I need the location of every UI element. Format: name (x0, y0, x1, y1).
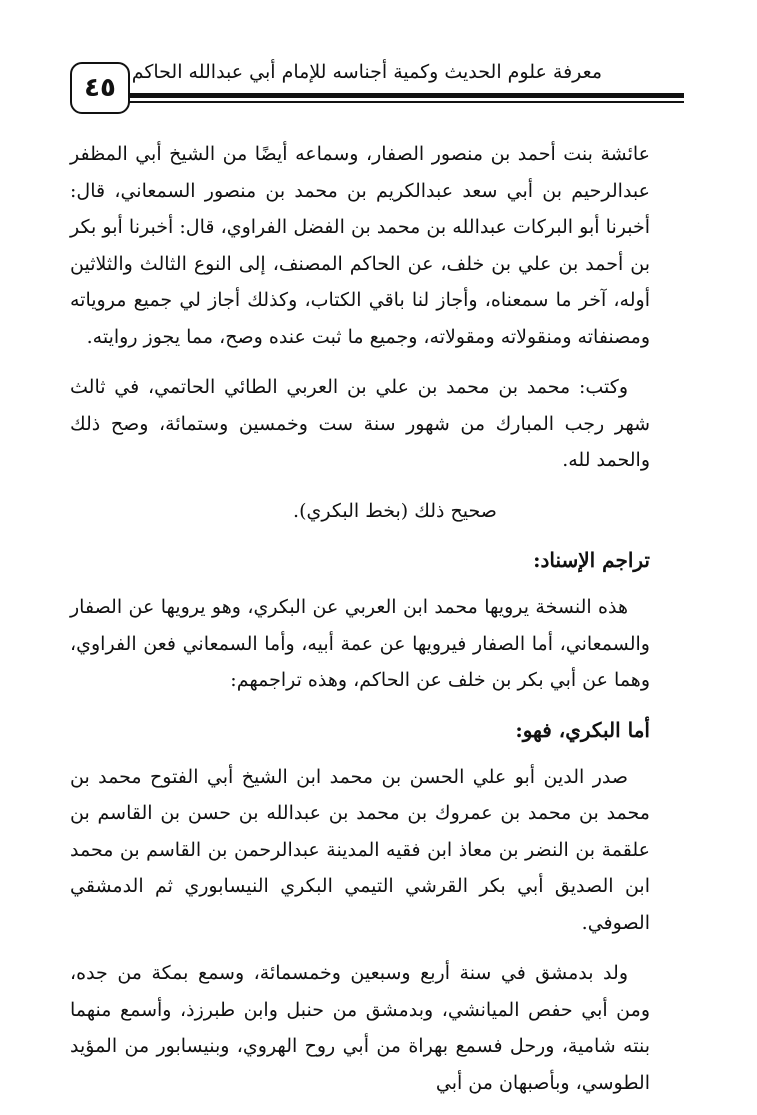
section-heading-bakri: أما البكري، فهو: (515, 717, 650, 742)
page-number: ٤٥ (84, 73, 116, 103)
page-body (70, 136, 650, 1115)
paragraph-1: عائشة بنت أحمد بن منصور الصفار، وسماعه أيضًا من الشيخ أبي المظفر عبدالرحيم بن أبي سعد عبدالكريم بن محمد بن منصور السمعاني، قال: أخبرنا أبو البركات عبدالله بن محمد بن الفضل الفراوي، قال: أخبرنا أبو بكر بن أحمد بن علي بن خلف، عن الحاكم المصنف، إلى النوع الثالث والثلاثين أوله، آخر ما سمعناه، وأجاز لنا باقي الكتاب، وكذلك أجاز لي جميع مروياته ومصنفاته ومنقولاته ومقولاته، وجميع ما ثبت عنده وصح، مما يجوز روايته. (70, 143, 650, 348)
paragraph-5: صدر الدين أبو علي الحسن بن محمد ابن الشيخ أبي الفتوح محمد بن محمد بن محمد بن عمروك بن محمد بن عبدالله بن حسن بن القاسم بن علقمة بن النضر بن معاذ ابن فقيه المدينة عبدالرحمن بن القاسم بن محمد ابن الصديق أبي بكر القرشي التيمي البكري النيسابوري ثم الدمشقي الصوفي. (70, 765, 650, 934)
paragraph-6: ولد بدمشق في سنة أربع وسبعين وخمسمائة، وسمع بمكة من جده، ومن أبي حفص الميانشي، وبدمشق من حنبل وابن طبرزذ، وأسمع منهما بنته شامية، ورحل فسمع بهراة من أبي روح الهروي، وبنيسابور من المؤيد الطوسي، وبأصبهان من أبي (70, 962, 650, 1094)
paragraph-4: هذه النسخة يرويها محمد ابن العربي عن البكري، وهو يرويها عن الصفار والسمعاني، أما الصفار فيرويها عن عمة أبيه، وأما السمعاني فعن الفراوي، وهما عن أبي بكر بن خلف عن الحاكم، وهذه تراجمهم: (70, 596, 650, 691)
paragraph-3: صحيح ذلك (بخط البكري). (293, 499, 497, 522)
header-rule-thick (128, 93, 684, 98)
page-number-frame (70, 62, 130, 114)
paragraph-2: وكتب: محمد بن محمد بن علي بن العربي الطائي الحاتمي، في ثالث شهر رجب المبارك من شهور سنة ست وخمسين وستمائة، وصح ذلك والحمد لله. (70, 376, 650, 471)
running-title: معرفة علوم الحديث وكمية أجناسه للإمام أبي عبدالله الحاكم (131, 61, 602, 83)
section-heading-isnad: تراجم الإسناد: (533, 548, 650, 572)
header-rule-thin (128, 101, 684, 103)
